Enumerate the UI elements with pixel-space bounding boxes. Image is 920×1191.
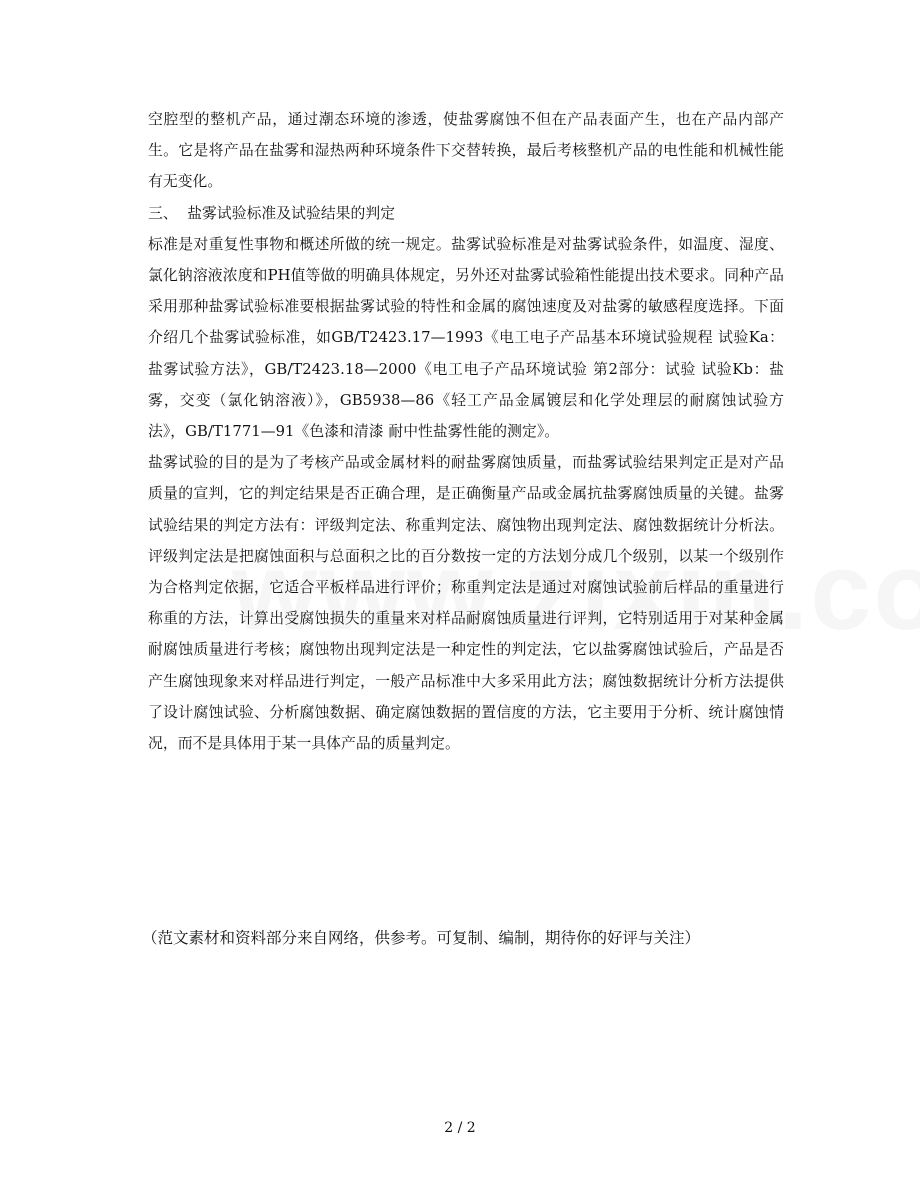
source-footnote: （范文素材和资料部分来自网络，供参考。可复制、编制，期待你的好评与关注） bbox=[142, 929, 701, 947]
section-heading: 三、 盐雾试验标准及试验结果的判定 bbox=[148, 204, 396, 222]
paragraph-standards: 标准是对重复性事物和概述所做的统一规定。盐雾试验标准是对盐雾试验条件，如温度、湿度、氯化钠溶液浓度和PH值等做的明确具体规定，另外还对盐雾试验箱性能提出技术要求。同种产品采用那种盐雾试验标准要根据盐雾试验的特性和金属的腐蚀速度及对盐雾的敏感程度选择。下面介绍几个盐雾试验标准，如GB/T2423.17—1993《电工电子产品基本环境试验规程 试验Ka：盐雾试验方法》，GB/T2423.18—2000《电工电子产品环境试验 第2部分：试验 试验Kb：盐雾，交变（氯化钠溶液）》，GB5938—86《轻工产品金属镀层和化学处理层的耐腐蚀试验方法》，GB/T1771—91《色漆和清漆 耐中性盐雾性能的测定》。 bbox=[148, 235, 784, 441]
page-number: 2 / 2 bbox=[444, 1120, 476, 1136]
paragraph-result-evaluation: 盐雾试验的目的是为了考核产品或金属材料的耐盐雾腐蚀质量，而盐雾试验结果判定正是对产品质量的宣判，它的判定结果是否正确合理，是正确衡量产品或金属抗盐雾腐蚀质量的关键。盐雾试验结果的判定方法有：评级判定法、称重判定法、腐蚀物出现判定法、腐蚀数据统计分析法。评级判定法是把腐蚀面积与总面积之比的百分数按一定的方法划分成几个级别，以某一个级别作为合格判定依据，它适合平板样品进行评价；称重判定法是通过对腐蚀试验前后样品的重量进行称重的方法，计算出受腐蚀损失的重量来对样品耐腐蚀质量进行评判，它特别适用于对某种金属耐腐蚀质量进行考核；腐蚀物出现判定法是一种定性的判定法，它以盐雾腐蚀试验后，产品是否产生腐蚀现象来对样品进行判定，一般产品标准中大多采用此方法；腐蚀数据统计分析方法提供了设计腐蚀试验、分析腐蚀数据、确定腐蚀数据的置信度的方法，它主要用于分析、统计腐蚀情况，而不是具体用于某一具体产品的质量判定。 bbox=[148, 454, 784, 753]
paragraph-salt-spray-cycle: 空腔型的整机产品，通过潮态环境的渗透，使盐雾腐蚀不但在产品表面产生，也在产品内部产生。它是将产品在盐雾和湿热两种环境条件下交替转换，最后考核整机产品的电性能和机械性能有无变化。 bbox=[148, 111, 784, 191]
document-body bbox=[148, 104, 784, 759]
